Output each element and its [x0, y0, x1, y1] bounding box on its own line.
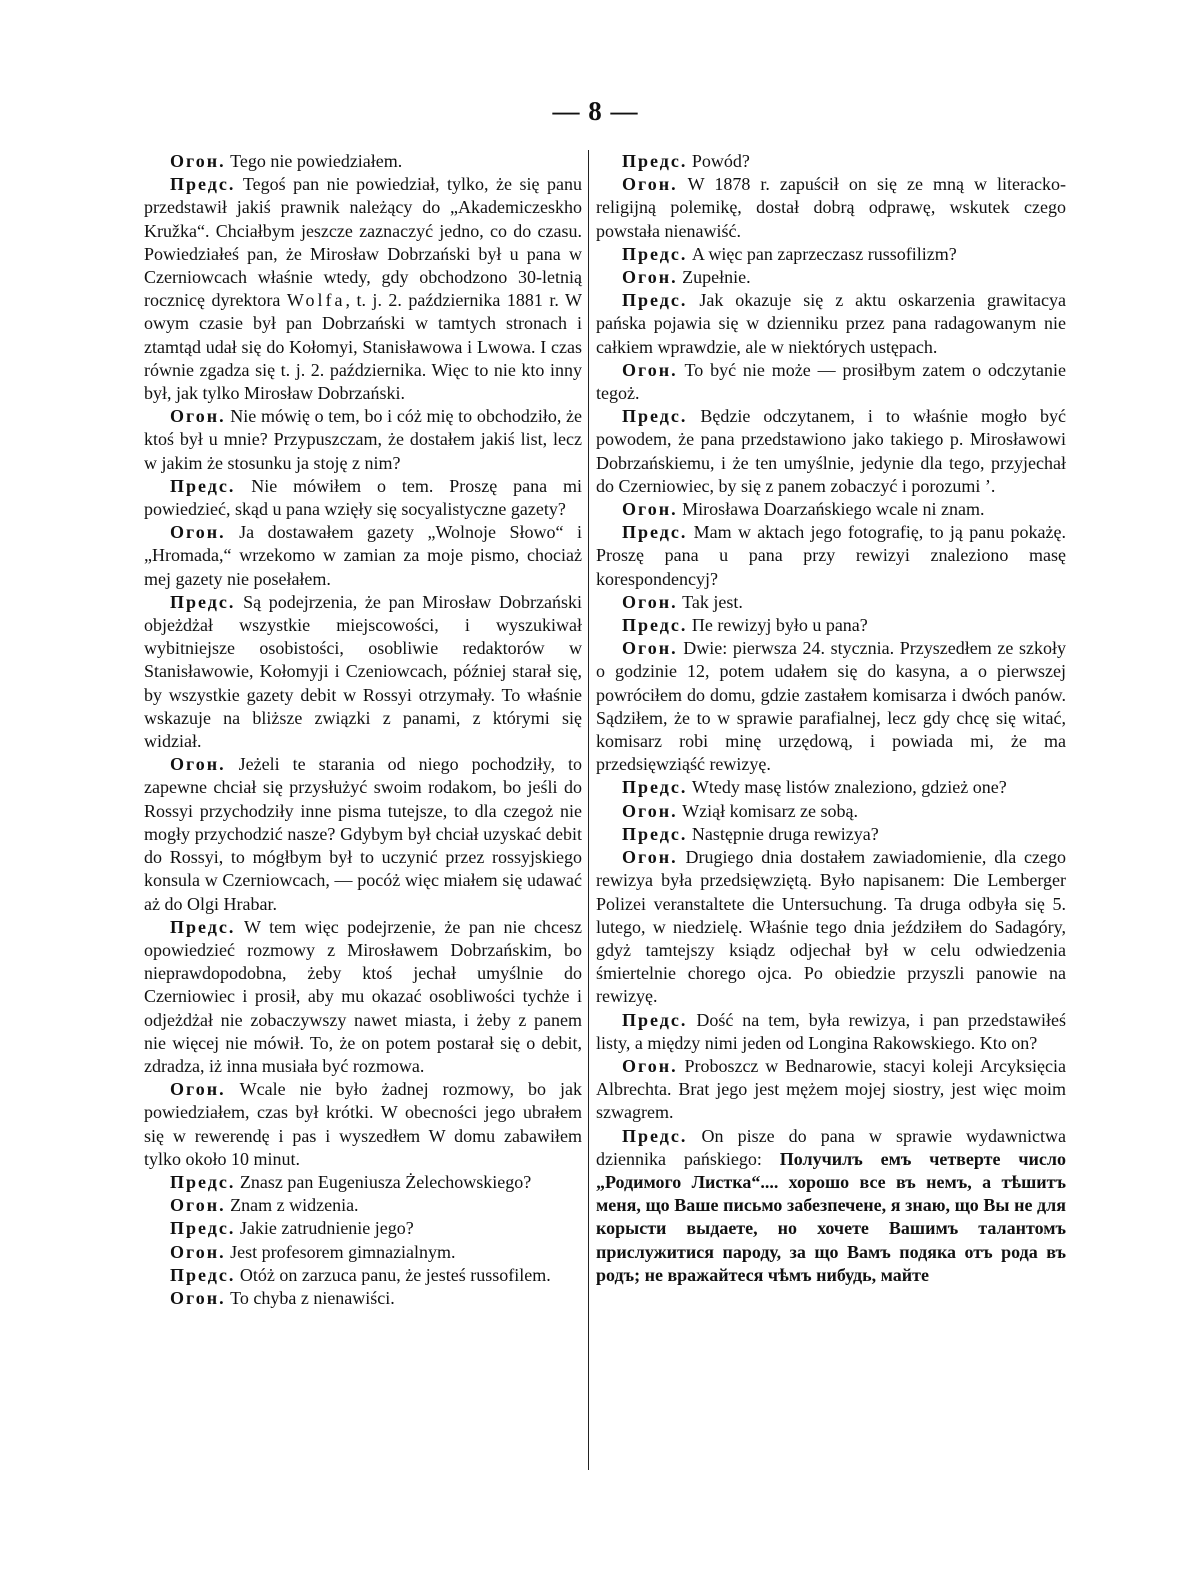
speaker-label: Огон. — [170, 1241, 226, 1262]
paragraph-text: Proboszcz w Bednarowie, stacyi kolejі Arcyksięcia Albrechta. Brat jego jest mężem mojej siostry, jest więc moim szwagrem. — [596, 1055, 1066, 1123]
speaker-label: Огон. — [622, 499, 678, 520]
paragraph-text: To być nie może — prosiłbym zatem o odczytanie tegoż. — [596, 359, 1066, 404]
dialogue-paragraph — [596, 614, 1066, 637]
dialogue-paragraph — [596, 359, 1066, 405]
paragraph-text: Znam z widzenia. — [225, 1195, 359, 1216]
paragraph-text: , t. j. 2. października 1881 r. W owym czasie był pan Dobrzański w tamtych stronach i ztamtąd udał się do Kołomyi, Stanisławowa i Lwowa. I czas równie zgadza się t. j. 2. października. Więc to nie kto inny był, jak tylko Mirosław Dobrzański. — [144, 290, 583, 404]
paragraph-text: Wziął komisarz ze sobą. — [677, 800, 859, 821]
speaker-label: Огон. — [170, 1079, 226, 1100]
speaker-label: Огон. — [622, 1055, 678, 1076]
speaker-label: Огон. — [622, 800, 678, 821]
paragraph-text: Dość na tem, była rewizya, i pan przedstawiłeś listy, a między nimi jeden od Longina Rakowskiego. Kto on? — [596, 1009, 1066, 1053]
paragraph-text: Są podejrzenia, że pan Mirosław Dobrzański objeżdżał wszystkie miejscowości, i wyszukiwał wybitniejsze osobistości, osobliwie redaktorów w Stanisławowie, Kołomyji i Czeniowcach, później starał się, by wszystkie gazety debit w Rossyi otrzymały. To właśnie wskazuje na bliższe związki z panami, z którymi się widział. — [144, 591, 582, 752]
paragraph-text: Ja dostawałem gazety „Wolnoje Słowo“ i „Hromada,“ wrzekomo w zamian za moje pismo, chociaż mej gazety nie posełałem. — [144, 522, 582, 589]
paragraph-text: Zupełnie. — [677, 267, 751, 288]
paragraph-text: Mam w aktach jego fotografię, to ją panu pokażę. Proszę pana u pana przy rewizyi znaleziono masę korespondencyj? — [596, 522, 1066, 589]
dialogue-paragraph — [144, 521, 582, 591]
paragraph-text: Wtedy masę listów znaleziono, gdzież one? — [687, 777, 1007, 798]
dialogue-paragraph — [596, 405, 1066, 498]
paragraph-text: Пе rewizyj było u pana? — [687, 615, 868, 636]
dialogue-paragraph — [144, 475, 582, 521]
speaker-label: Предс. — [170, 1264, 236, 1285]
speaker-label: Предс. — [622, 290, 688, 311]
cyrillic-letter-quote: Получилъ емъ четверте число „Родимого Листка“.... хорошо все въ немъ, а тѣшитъ меня, що Ваше письмо забезпечене, я знаю, що Вы не для корысти выдаете, но хочете Вашимъ талантомъ прислужитися пароду, за що Вамъ подяка отъ рода въ родъ; не вражайтеся чѣмъ нибудь, майте — [596, 1148, 1066, 1285]
dialogue-paragraph — [596, 591, 1066, 614]
dialogue-paragraph — [144, 1217, 582, 1240]
paragraph-text: Będzie odczytanem, i to właśnie mogło być powodem, że pana przedstawiono jako takiego p. Mirosławowi Dobrzańskiemu, i że ten umyślnie, jedynie dla tego, przyjechał do Czerniowiec, by się z panem zobaczyć i porozumi ’. — [596, 406, 1066, 496]
dialogue-paragraph — [144, 1171, 582, 1194]
speaker-label: Предс. — [170, 1171, 236, 1192]
dialogue-paragraph — [144, 1287, 582, 1310]
paragraph-text: Otóż on zarzuca panu, że jesteś russofilem. — [235, 1264, 551, 1285]
dialogue-paragraph — [596, 521, 1066, 591]
speaker-label: Огон. — [170, 522, 226, 543]
speaker-label: Предс. — [622, 615, 688, 636]
paragraph-text: Jakie zatrudnienie jego? — [235, 1218, 414, 1239]
page-number: — 8 — — [552, 96, 639, 126]
paragraph-text: W tem więc podejrzenie, że pan nie chcesz opowiedzieć rozmowy z Mirosławem Dobrzańskim, bo nieprawdopodobna, żeby ktoś jechał umyślnie do Czerniowiec i prosił, aby mu okazać osobliwości tychże i odjeżdżał nie zobaczywszy nawet miasta, i żeby z panem nie więcej nie mówił. To, że on potem postarał się o debit, zdradza, iż inna musiała być rozmowa. — [144, 916, 582, 1076]
dialogue-paragraph — [144, 150, 582, 173]
paragraph-text: Nie mówię o tem, bo i cóż mię to obchodziło, że ktoś był u mnie? Przypuszczam, że dostałem jakiś list, lecz w jakim że stosunku ja stoję z nim? — [144, 406, 582, 473]
paragraph-text: Mirosława Doarzańskiego wcale ni znam. — [677, 499, 985, 520]
speaker-label: Огон. — [170, 151, 226, 171]
paragraph-text: A więc pan zaprzeczasz russofilizm? — [687, 243, 957, 264]
dialogue-paragraph — [144, 1264, 582, 1287]
speaker-label: Предс. — [170, 1218, 236, 1239]
dialogue-paragraph — [144, 173, 582, 405]
paragraph-text: Znasz pan Eugeniusza Żelechowskiego? — [235, 1171, 532, 1192]
paragraph-text: Drugiego dnia dostałem zawiadomienie, dla czego rewizya była przedsięwziętą. Było napisanem: Die Lemberger Polizei veranstaltete die Untersuchung. Ta druga odbyła się 5. lutego, w niedzielę. Właśnie tego dnia jeździłem do Sadagóry, gdyż tamtejszy ksiądz odjechał był w celu odwiedzenia śmiertelnie chorego ojca. Po obiedzie przyszli panowie na rewizyę. — [596, 847, 1066, 1007]
dialogue-paragraph — [596, 243, 1066, 266]
dialogue-paragraph — [596, 266, 1066, 289]
paragraph-text: Następnie druga rewizya? — [687, 823, 879, 844]
dialogue-paragraph — [596, 150, 1066, 173]
dialogue-paragraph — [144, 1241, 582, 1264]
dialogue-paragraph — [596, 498, 1066, 521]
speaker-label: Предс. — [622, 151, 688, 171]
dialogue-paragraph — [596, 846, 1066, 1008]
speaker-label: Огон. — [622, 359, 678, 380]
speaker-label: Огон. — [170, 754, 226, 775]
speaker-label: Огон. — [622, 591, 678, 612]
speaker-label: Предс. — [170, 475, 236, 496]
paragraph-text: W 1878 r. zapuścił on się ze mną w literacko-religijną polemikę, dostał dobrą odprawę, wskutek czego powstała nienawiść. — [596, 174, 1066, 241]
speaker-label: Предс. — [170, 591, 236, 612]
left-column — [144, 150, 582, 1310]
dialogue-paragraph — [144, 591, 582, 753]
paragraph-text: Tegoś pan nie powiedział, tylko, że się panu przedstawił jakiś prawnik należący do „Akademiczeskho Kružka“. Chciałbym jeszcze zaznaczyć jedno, co do czasu. Powiedziałeś pan, że Mirosław Dobrzański był u pana w Czerniowcach właśnie wtedy, gdy obchodzono 30-letnią rocznicę dyrektora — [144, 174, 582, 311]
speaker-label: Предс. — [622, 406, 688, 427]
speaker-label: Предс. — [622, 823, 688, 844]
dialogue-paragraph — [596, 1125, 1066, 1287]
speaker-label: Огон. — [170, 406, 226, 427]
speaker-label: Предс. — [622, 243, 688, 264]
speaker-label: Предс. — [170, 174, 236, 195]
speaker-label: Огон. — [622, 174, 678, 195]
dialogue-paragraph — [596, 823, 1066, 846]
dialogue-paragraph — [596, 173, 1066, 243]
dialogue-paragraph — [144, 1078, 582, 1171]
speaker-label: Огон. — [622, 638, 678, 659]
paragraph-text: Dwie: pierwsza 24. stycznia. Przyszedłem ze szkoły o godzinie 12, potem udałem się do kasyna, a o pierwszej powróciłem do domu, gdzie zastałem komisarza i dwóch panów. Sądziłem, że to w sprawie parafialnej, lecz gdy chcę się witać, komisarz robi minę urzędową, i powiada mi, że ma przedsięwziąść rewizyę. — [596, 638, 1066, 775]
dialogue-paragraph — [596, 776, 1066, 799]
right-column — [596, 150, 1066, 1287]
spaced-name: Wolfa — [286, 290, 346, 311]
dialogue-paragraph — [596, 637, 1066, 776]
dialogue-paragraph — [596, 289, 1066, 359]
speaker-label: Огон. — [170, 1195, 226, 1216]
paragraph-text: Jest profesorem gimnazialnym. — [225, 1241, 456, 1262]
paragraph-text: Wcale nie było żadnej rozmowy, bo jak powiedziałem, czas był krótki. W obecności jego ubrałem się w rewerendę i pas i wyszedłem W domu zabawiłem tylko około 10 minut. — [144, 1079, 582, 1169]
speaker-label: Предс. — [622, 1125, 688, 1146]
speaker-label: Предс. — [170, 916, 236, 937]
speaker-label: Огон. — [622, 847, 678, 868]
dialogue-paragraph — [144, 916, 582, 1078]
paragraph-text: Jak okazuje się z aktu oskarzenia grawitacya pańska pojawia się w dzienniku przez pana radagowanym nie całkiem wprawdzie, ale w niektórych ustępach. — [596, 290, 1066, 357]
column-divider — [588, 150, 589, 1470]
dialogue-paragraph — [596, 1009, 1066, 1055]
speaker-label: Огон. — [170, 1287, 226, 1308]
speaker-label: Огон. — [622, 267, 678, 288]
paragraph-text: Powód? — [687, 151, 750, 171]
paragraph-text: Jeżeli te starania od niego pochodziły, to zapewne chciał się przysłużyć swoim rodakom, bo jeśli do Rossyi przychodziły inne pisma tutejsze, to dla czegoż nie mogły przychodzić nasze? Gdybym był chciał uzyskać debit do Rossyi, to mógłbym był to uczynić przez rossyjskiego konsula w Czerniowcach, — pocóż więc miałem się udawać aż do Olgi Hrabar. — [144, 754, 582, 914]
speaker-label: Предс. — [622, 777, 688, 798]
paragraph-text: To chyba z nienawiści. — [225, 1287, 395, 1308]
dialogue-paragraph — [144, 1194, 582, 1217]
dialogue-paragraph — [596, 800, 1066, 823]
dialogue-paragraph — [144, 405, 582, 475]
speaker-label: Предс. — [622, 1009, 688, 1030]
dialogue-paragraph — [144, 753, 582, 915]
paragraph-text: Tak jest. — [677, 591, 743, 612]
paragraph-text: On pisze do pana w sprawie wydawnictwa dziennika pańskiego: — [596, 1125, 1066, 1169]
speaker-label: Предс. — [622, 522, 688, 543]
paragraph-text: Nie mówiłem o tem. Proszę pana mi powiedzieć, skąd u pana wzięły się socyalistyczne gazety? — [144, 475, 582, 520]
paragraph-text: Tego nie powiedziałem. — [225, 151, 403, 171]
dialogue-paragraph — [596, 1055, 1066, 1125]
